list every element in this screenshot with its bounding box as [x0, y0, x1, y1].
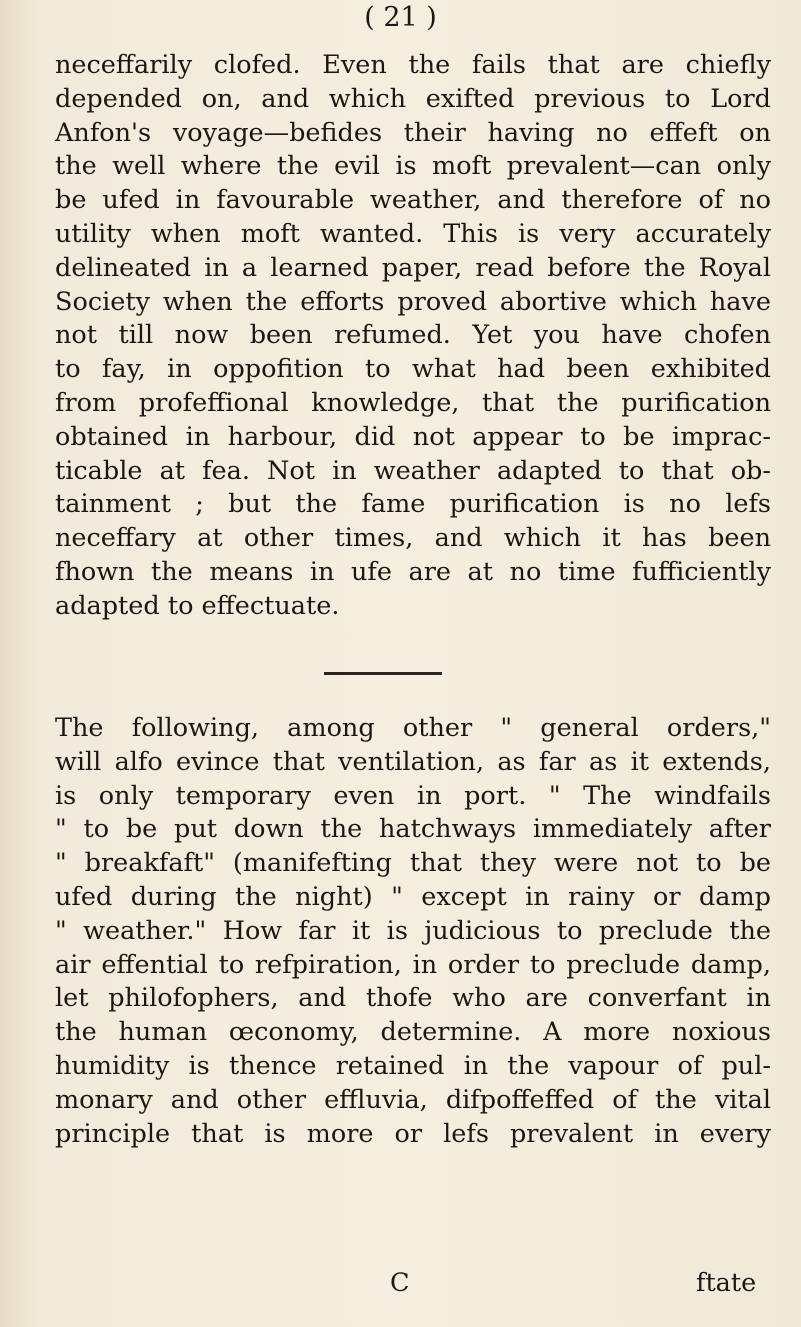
- text-line: adapted to effectuate.: [55, 590, 340, 621]
- text-line: let philofophers, and thofe who are converfant in: [55, 983, 771, 1014]
- text-line: neceffarily clofed. Even the fails that are chiefly: [55, 50, 771, 80]
- text-line: " weather." How far it is judicious to preclude the: [55, 915, 771, 946]
- text-line: ticable at fea. Not in weather adapted to that ob-: [55, 455, 771, 486]
- text-line: obtained in harbour, did not appear to be imprac-: [55, 421, 771, 452]
- text-line: fhown the means in ufe are at no time fufficiently: [55, 556, 771, 587]
- text-line: Anfon's voyage—befides their having no effeft on: [55, 117, 771, 148]
- text-line: " breakfaft" (manifefting that they were not to be: [55, 848, 771, 879]
- text-line: Society when the efforts proved abortive which have: [55, 286, 771, 317]
- text-line: humidity is thence retained in the vapour of pul-: [55, 1050, 771, 1081]
- text-line: ufed during the night) " except in rainy or damp: [55, 881, 771, 912]
- text-line: neceffary at other times, and which it has been: [55, 523, 771, 554]
- text-line: tainment ; but the fame purification is no lefs: [55, 489, 771, 520]
- text-line: " to be put down the hatchways immediately after: [55, 814, 771, 845]
- text-line: from profeffional knowledge, that the purification: [55, 387, 771, 418]
- text-line: the well where the evil is moft prevalent—can only: [55, 151, 771, 182]
- text-line: the human œconomy, determine. A more noxious: [55, 1017, 771, 1048]
- text-line: The following, among other " general orders,": [55, 713, 771, 743]
- text-line: delineated in a learned paper, read before the Royal: [55, 252, 771, 283]
- signature-mark: C: [390, 1268, 410, 1298]
- text-line: principle that is more or lefs prevalent in every: [55, 1118, 771, 1149]
- section-divider: [324, 672, 442, 675]
- text-line: will alfo evince that ventilation, as far as it extends,: [55, 746, 771, 777]
- text-line: utility when moft wanted. This is very accurately: [55, 218, 771, 249]
- paragraph-2: [55, 712, 771, 1151]
- text-line: is only temporary even in port. " The windfails: [55, 780, 771, 811]
- page-footer: [0, 1268, 801, 1308]
- text-line: to fay, in oppofition to what had been exhibited: [55, 354, 771, 385]
- text-line: depended on, and which exifted previous to Lord: [55, 83, 771, 114]
- text-line: be ufed in favourable weather, and therefore of no: [55, 185, 771, 216]
- page-number: ( 21 ): [364, 2, 437, 33]
- text-line: not till now been refumed. Yet you have chofen: [55, 320, 771, 351]
- paragraph-1: [55, 49, 771, 624]
- text-line: monary and other effluvia, difpoffeffed of the vital: [55, 1084, 771, 1115]
- text-line: air effential to refpiration, in order to preclude damp,: [55, 949, 771, 980]
- catchword: ftate: [696, 1268, 757, 1298]
